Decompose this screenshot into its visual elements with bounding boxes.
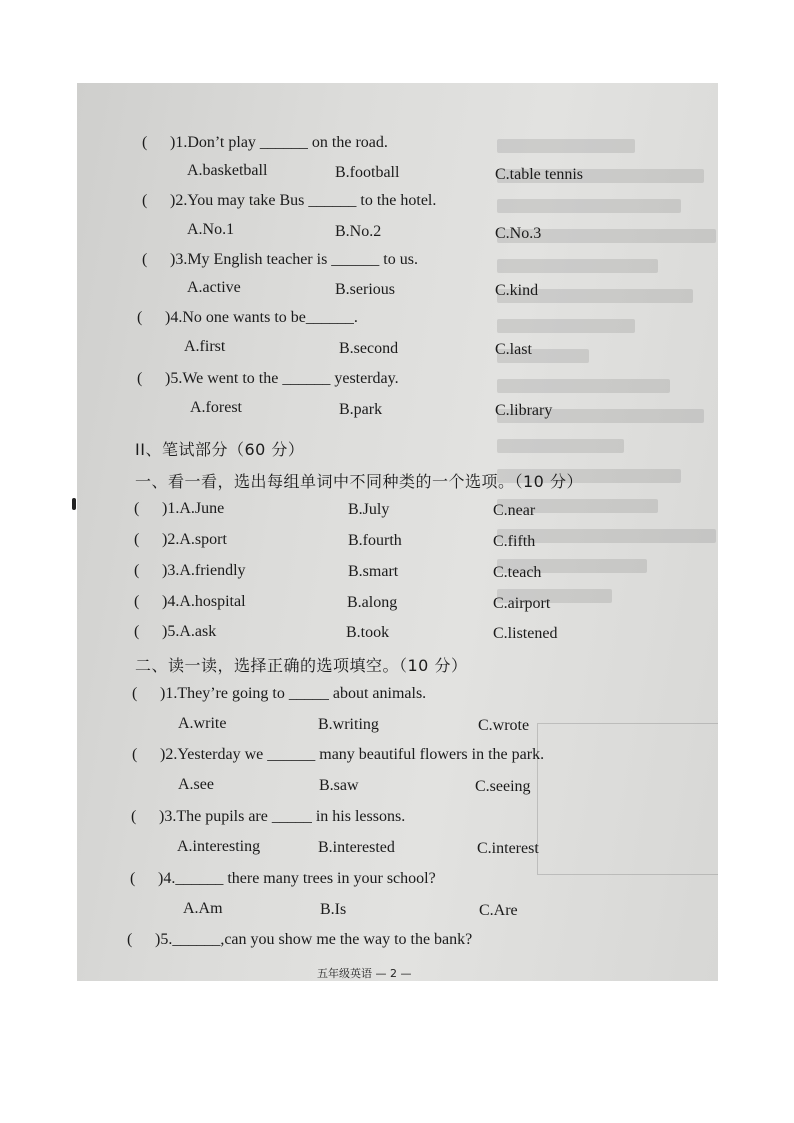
option-b: B.park bbox=[339, 401, 383, 418]
section-b-title: 二、读一读，选择正确的选项填空。（10 分） bbox=[135, 656, 468, 675]
option-c: C.wrote bbox=[478, 717, 530, 734]
option-a: A.first bbox=[184, 338, 226, 355]
option-b: B.along bbox=[347, 594, 398, 611]
punch-hole-mark bbox=[72, 498, 76, 510]
question-4: ( )4.No one wants to be______. bbox=[137, 309, 358, 326]
option-c: C.kind bbox=[495, 282, 539, 299]
exam-page bbox=[77, 83, 718, 981]
option-c: C.near bbox=[493, 502, 536, 519]
option-b: B.interested bbox=[318, 839, 395, 856]
option-b: B.fourth bbox=[348, 532, 402, 549]
option-a: A.active bbox=[187, 279, 241, 296]
question-5: ( )5.We went to the ______ yesterday. bbox=[137, 370, 399, 387]
option-c: C.teach bbox=[493, 564, 542, 581]
option-c: C.fifth bbox=[493, 533, 536, 550]
option-a: A.see bbox=[178, 776, 214, 793]
option-c: C.seeing bbox=[475, 778, 531, 795]
option-a: A.basketball bbox=[187, 162, 268, 179]
word-group-1: ( )1.A.June bbox=[134, 500, 225, 517]
option-a: A.No.1 bbox=[187, 221, 235, 238]
word-group-2: ( )2.A.sport bbox=[134, 531, 227, 548]
page-footer: 五年级英语 — 2 — bbox=[317, 967, 412, 980]
question-2: ( )2.You may take Bus ______ to the hotel. bbox=[142, 192, 437, 209]
option-c: C.Are bbox=[479, 902, 518, 919]
section-heading: II、笔试部分（60 分） bbox=[135, 440, 305, 459]
option-c: C.last bbox=[495, 341, 532, 358]
section-a-title: 一、看一看，选出每组单词中不同种类的一个选项。（10 分） bbox=[135, 472, 583, 491]
option-b: B.football bbox=[335, 164, 400, 181]
word-group-5: ( )5.A.ask bbox=[134, 623, 217, 640]
question-1: ( )1.They’re going to _____ about animals. bbox=[132, 685, 427, 702]
option-a: A.interesting bbox=[177, 838, 261, 855]
question-1: ( )1.Don’t play ______ on the road. bbox=[142, 134, 388, 151]
question-2: ( )2.Yesterday we ______ many beautiful flowers in the park. bbox=[132, 746, 545, 763]
option-b: B.Is bbox=[320, 901, 347, 918]
option-c: C.No.3 bbox=[495, 225, 542, 242]
option-b: B.saw bbox=[319, 777, 359, 794]
option-c: C.library bbox=[495, 402, 553, 419]
question-5: ( )5.______,can you show me the way to the bank? bbox=[127, 931, 473, 948]
option-b: B.No.2 bbox=[335, 223, 382, 240]
option-b: B.serious bbox=[335, 281, 395, 298]
option-b: B.smart bbox=[348, 563, 399, 580]
question-3: ( )3.The pupils are _____ in his lessons. bbox=[131, 808, 406, 825]
question-4: ( )4.______ there many trees in your school? bbox=[130, 870, 436, 887]
option-b: B.second bbox=[339, 340, 399, 357]
option-b: B.writing bbox=[318, 716, 379, 733]
question-3: ( )3.My English teacher is ______ to us. bbox=[142, 251, 418, 268]
bleed-through-box bbox=[537, 723, 718, 875]
option-b: B.took bbox=[346, 624, 390, 641]
option-c: C.interest bbox=[477, 840, 539, 857]
option-a: A.write bbox=[178, 715, 227, 732]
word-group-4: ( )4.A.hospital bbox=[134, 593, 246, 610]
option-a: A.forest bbox=[190, 399, 242, 416]
option-c: C.airport bbox=[493, 595, 551, 612]
option-c: C.table tennis bbox=[495, 166, 583, 183]
word-group-3: ( )3.A.friendly bbox=[134, 562, 246, 579]
option-a: A.Am bbox=[183, 900, 223, 917]
option-c: C.listened bbox=[493, 625, 558, 642]
option-b: B.July bbox=[348, 501, 390, 518]
